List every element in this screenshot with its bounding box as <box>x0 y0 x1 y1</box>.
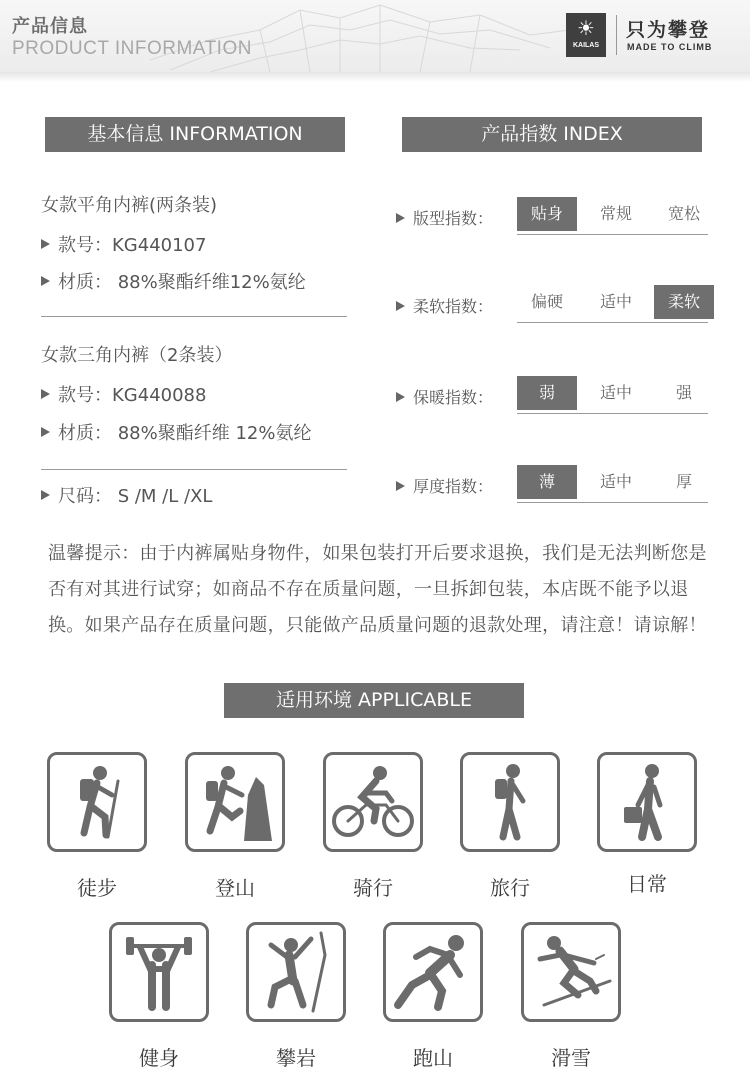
product-2-sku-row <box>41 381 206 407</box>
notice-text: 温馨提示：由于内裤属贴身物件，如果包装打开后要求退换，我们是无法判断您是否有对其进行试穿；如商品不存在质量问题，一旦拆卸包装，本店既不能予以退换。如果产品存在质量问题，只能做产品质量问题的退款处理，请注意！请谅解！ <box>48 543 707 636</box>
mountaineering-icon <box>185 752 285 852</box>
index-row-fit <box>396 197 716 237</box>
divider-line <box>41 469 347 470</box>
brand-logo <box>566 13 606 57</box>
fitness-icon <box>109 922 209 1022</box>
brand-name: KAILAS <box>572 42 600 49</box>
softness-option-soft: 柔软 <box>654 285 714 319</box>
activity-label-fitness: 健身 <box>139 1046 179 1070</box>
activity-label-climbing: 攀岩 <box>276 1046 316 1070</box>
daily-icon <box>597 752 697 852</box>
slogan-en: MADE TO CLIMB <box>627 42 713 52</box>
thickness-option-thick: 厚 <box>675 472 692 491</box>
applicable-banner: 适用环境 APPLICABLE <box>224 683 524 718</box>
warmth-option-medium: 适中 <box>599 383 632 402</box>
activity-label-travel: 旅行 <box>490 876 530 900</box>
activity-label-trail-running: 跑山 <box>413 1046 453 1070</box>
divider-line <box>41 316 347 317</box>
thickness-option-thin: 薄 <box>517 465 577 499</box>
index-underline <box>517 322 708 323</box>
thickness-option-medium: 适中 <box>599 472 632 491</box>
logo-divider <box>616 15 617 55</box>
softness-option-medium: 适中 <box>599 292 632 311</box>
index-row-warmth <box>396 376 716 416</box>
warmth-option-high: 强 <box>675 383 692 402</box>
size-value: 尺码： S /M /L /XL <box>58 486 213 507</box>
product-2-material: 材质： 88%聚酯纤维 12%氨纶 <box>58 423 312 444</box>
fit-option-regular: 常规 <box>599 204 632 223</box>
triangle-bullet-icon <box>41 239 50 249</box>
header-shadow <box>0 72 750 82</box>
product-1-material-row <box>41 268 306 294</box>
index-underline <box>517 502 708 503</box>
product-2-sku: 款号：KG440088 <box>58 385 207 406</box>
triangle-bullet-icon <box>41 389 50 399</box>
page-title-en: PRODUCT INFORMATION <box>12 38 252 59</box>
climbing-icon <box>246 922 346 1022</box>
activity-label-daily: 日常 <box>627 872 667 896</box>
cycling-icon <box>323 752 423 852</box>
sun-icon: ☀ <box>577 16 595 40</box>
size-row <box>41 482 212 508</box>
page-title-cn: 产品信息 <box>12 16 88 37</box>
activity-label-cycling: 骑行 <box>353 876 393 900</box>
triangle-bullet-icon <box>396 481 405 491</box>
fit-option-snug: 贴身 <box>517 197 577 231</box>
activity-label-hiking: 徒步 <box>77 876 117 900</box>
product-1-material: 材质： 88%聚酯纤维12%氨纶 <box>58 272 306 293</box>
index-label-thickness: 厚度指数： <box>413 477 494 496</box>
triangle-bullet-icon <box>41 490 50 500</box>
index-row-thickness <box>396 465 716 505</box>
triangle-bullet-icon <box>41 276 50 286</box>
activity-label-skiing: 滑雪 <box>551 1046 591 1070</box>
skiing-icon <box>521 922 621 1022</box>
triangle-bullet-icon <box>41 427 50 437</box>
product-index-banner: 产品指数 INDEX <box>402 117 702 152</box>
product-1-name: 女款平角内裤(两条装) <box>41 195 218 216</box>
product-1-sku-row <box>41 231 206 257</box>
activity-label-mountaineering: 登山 <box>215 876 255 900</box>
mountain-watermark <box>150 0 570 72</box>
product-2-name: 女款三角内裤（2条装） <box>41 345 233 366</box>
softness-option-firm: 偏硬 <box>530 292 563 311</box>
travel-icon <box>460 752 560 852</box>
triangle-bullet-icon <box>396 213 405 223</box>
hiking-icon <box>47 752 147 852</box>
index-underline <box>517 234 708 235</box>
index-label-softness: 柔软指数： <box>413 297 494 316</box>
slogan-cn: 只为攀登 <box>626 19 711 41</box>
product-2-material-row <box>41 419 311 445</box>
triangle-bullet-icon <box>396 301 405 311</box>
warmth-option-low: 弱 <box>517 376 577 410</box>
basic-info-banner: 基本信息 INFORMATION <box>45 117 345 152</box>
trail-running-icon <box>383 922 483 1022</box>
fit-option-loose: 宽松 <box>667 204 700 223</box>
index-underline <box>517 413 708 414</box>
index-label-fit: 版型指数： <box>413 209 494 228</box>
index-label-warmth: 保暖指数： <box>413 388 494 407</box>
index-row-softness <box>396 285 716 325</box>
triangle-bullet-icon <box>396 392 405 402</box>
product-1-sku: 款号：KG440107 <box>58 235 207 256</box>
